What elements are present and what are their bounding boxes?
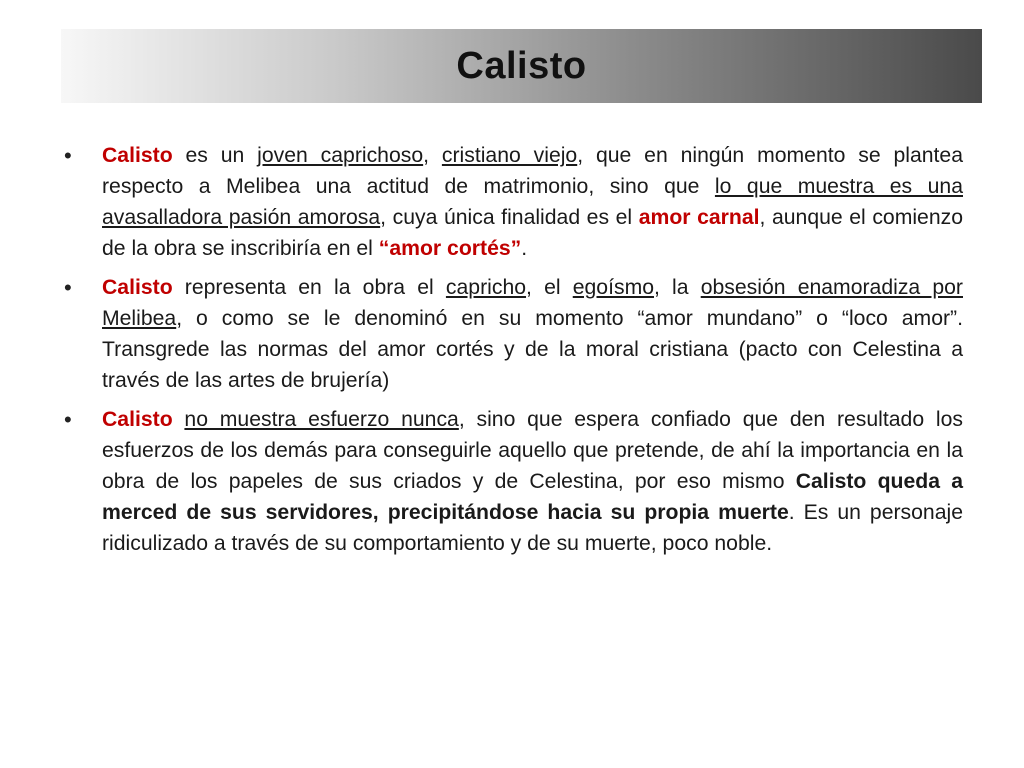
bullet-text: Calisto no muestra esfuerzo nunca, sino que espera confiado que den resultado los esfuerzos de los demás para conseguirle aquello que pretende, de ahí la importancia en la obra de los papeles de sus criados y de Celestina, por eso mismo Calisto queda a merced de sus servidores, precipitándose hacia su propia muerte. Es un personaje ridiculizado a través de su comportamiento y de su muerte, poco noble.: [102, 408, 964, 555]
title-bar: [61, 29, 982, 103]
bullet-item: [64, 272, 963, 396]
slide-title: Calisto: [456, 44, 587, 87]
bullet-text: Calisto representa en la obra el capricho, el egoísmo, la obsesión enamoradiza por Melibea, o como se le denominó en su momento “amor mundano” o “loco amor”. Transgrede las normas del amor cortés y de la moral cristiana (pacto con Celestina a través de las artes de brujería): [102, 276, 963, 392]
bullet-icon: •: [64, 143, 72, 168]
bullet-icon: •: [64, 407, 72, 432]
bullet-item: [64, 140, 963, 264]
bullet-item: [64, 404, 963, 559]
bullet-icon: •: [64, 275, 72, 300]
bullet-text: Calisto es un joven caprichoso, cristiano viejo, que en ningún momento se plantea respecto a Melibea una actitud de matrimonio, sino que lo que muestra es una avasalladora pasión amorosa, cuya única finalidad es el amor carnal, aunque el comienzo de la obra se inscribiría en el “amor cortés”.: [102, 144, 963, 260]
bullet-list: [64, 140, 963, 567]
